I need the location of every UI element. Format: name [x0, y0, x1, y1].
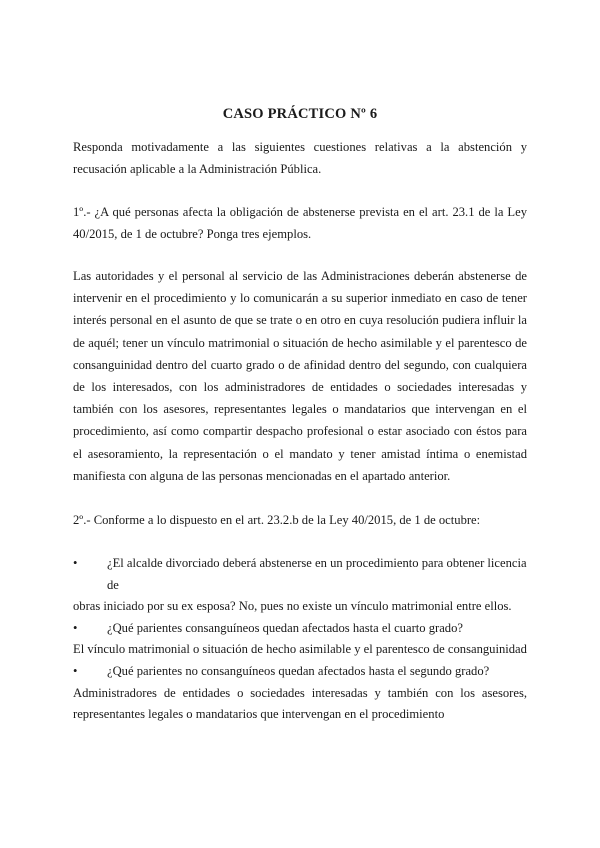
question-2: 2º.- Conforme a lo dispuesto en el art. 23.2.b de la Ley 40/2015, de 1 de octubre: — [73, 513, 481, 527]
bullet-question: ¿Qué parientes consanguíneos quedan afectados hasta el cuarto grado? — [107, 620, 463, 635]
document-title: CASO PRÁCTICO Nº 6 — [222, 106, 378, 122]
bullet-question: ¿Qué parientes no consanguíneos quedan afectados hasta el segundo grado? — [107, 663, 490, 678]
question-1: 1º.- ¿A qué personas afecta la obligación de abstenerse prevista en el art. 23.1 de la Ley 40/2015, de 1 de octubre? Ponga tres ejemplos. — [73, 205, 527, 242]
bullet-question: ¿El alcalde divorciado deberá abstenerse en un procedimiento para obtener licencia de — [107, 556, 527, 592]
intro-paragraph: Responda motivadamente a las siguientes cuestiones relativas a la abstención y recusación aplicable a la Administración Pública. — [73, 140, 527, 177]
answer-1: Las autoridades y el personal al servicio de las Administraciones deberán abstenerse de intervenir en el procedimiento y lo comunicarán a su superior inmediato en caso de tener interés personal en el asunto de que se trate o en otro en cuya resolución pudiera influir la de aquél; tener un vínculo matrimonial o situación de hecho asimilable y el parentesco de consanguinidad dentro del cuarto grado o de afinidad dentro del segundo, con cualquiera de los interesados, con los administradores de entidades o sociedades interesadas y también con los asesores, representantes legales o mandatarios que intervengan en el procedimiento, así como compartir despacho profesional o estar asociado con éstos para el asesoramiento, la representación o el mandato y tener amistad íntima o enemistad manifiesta con alguna de las personas mencionadas en el apartado anterior. — [73, 269, 527, 483]
bullet-item-2 — [73, 618, 527, 661]
question-2-bullet-list — [73, 553, 527, 726]
bullet-marker: • — [73, 556, 78, 570]
bullet-question-continuation: obras iniciado por su ex esposa? No, pues no existe un vínculo matrimonial entre ellos. — [73, 599, 512, 614]
bullet-answer: El vínculo matrimonial o situación de hecho asimilable y el parentesco de consanguinidad — [73, 642, 527, 657]
bullet-item-1 — [73, 553, 527, 618]
bullet-marker: • — [73, 620, 78, 635]
bullet-answer: Administradores de entidades o sociedades interesadas y también con los asesores, representantes legales o mandatarios que intervengan en el procedimiento — [73, 685, 527, 722]
bullet-marker: • — [73, 663, 78, 678]
bullet-item-3 — [73, 661, 527, 726]
